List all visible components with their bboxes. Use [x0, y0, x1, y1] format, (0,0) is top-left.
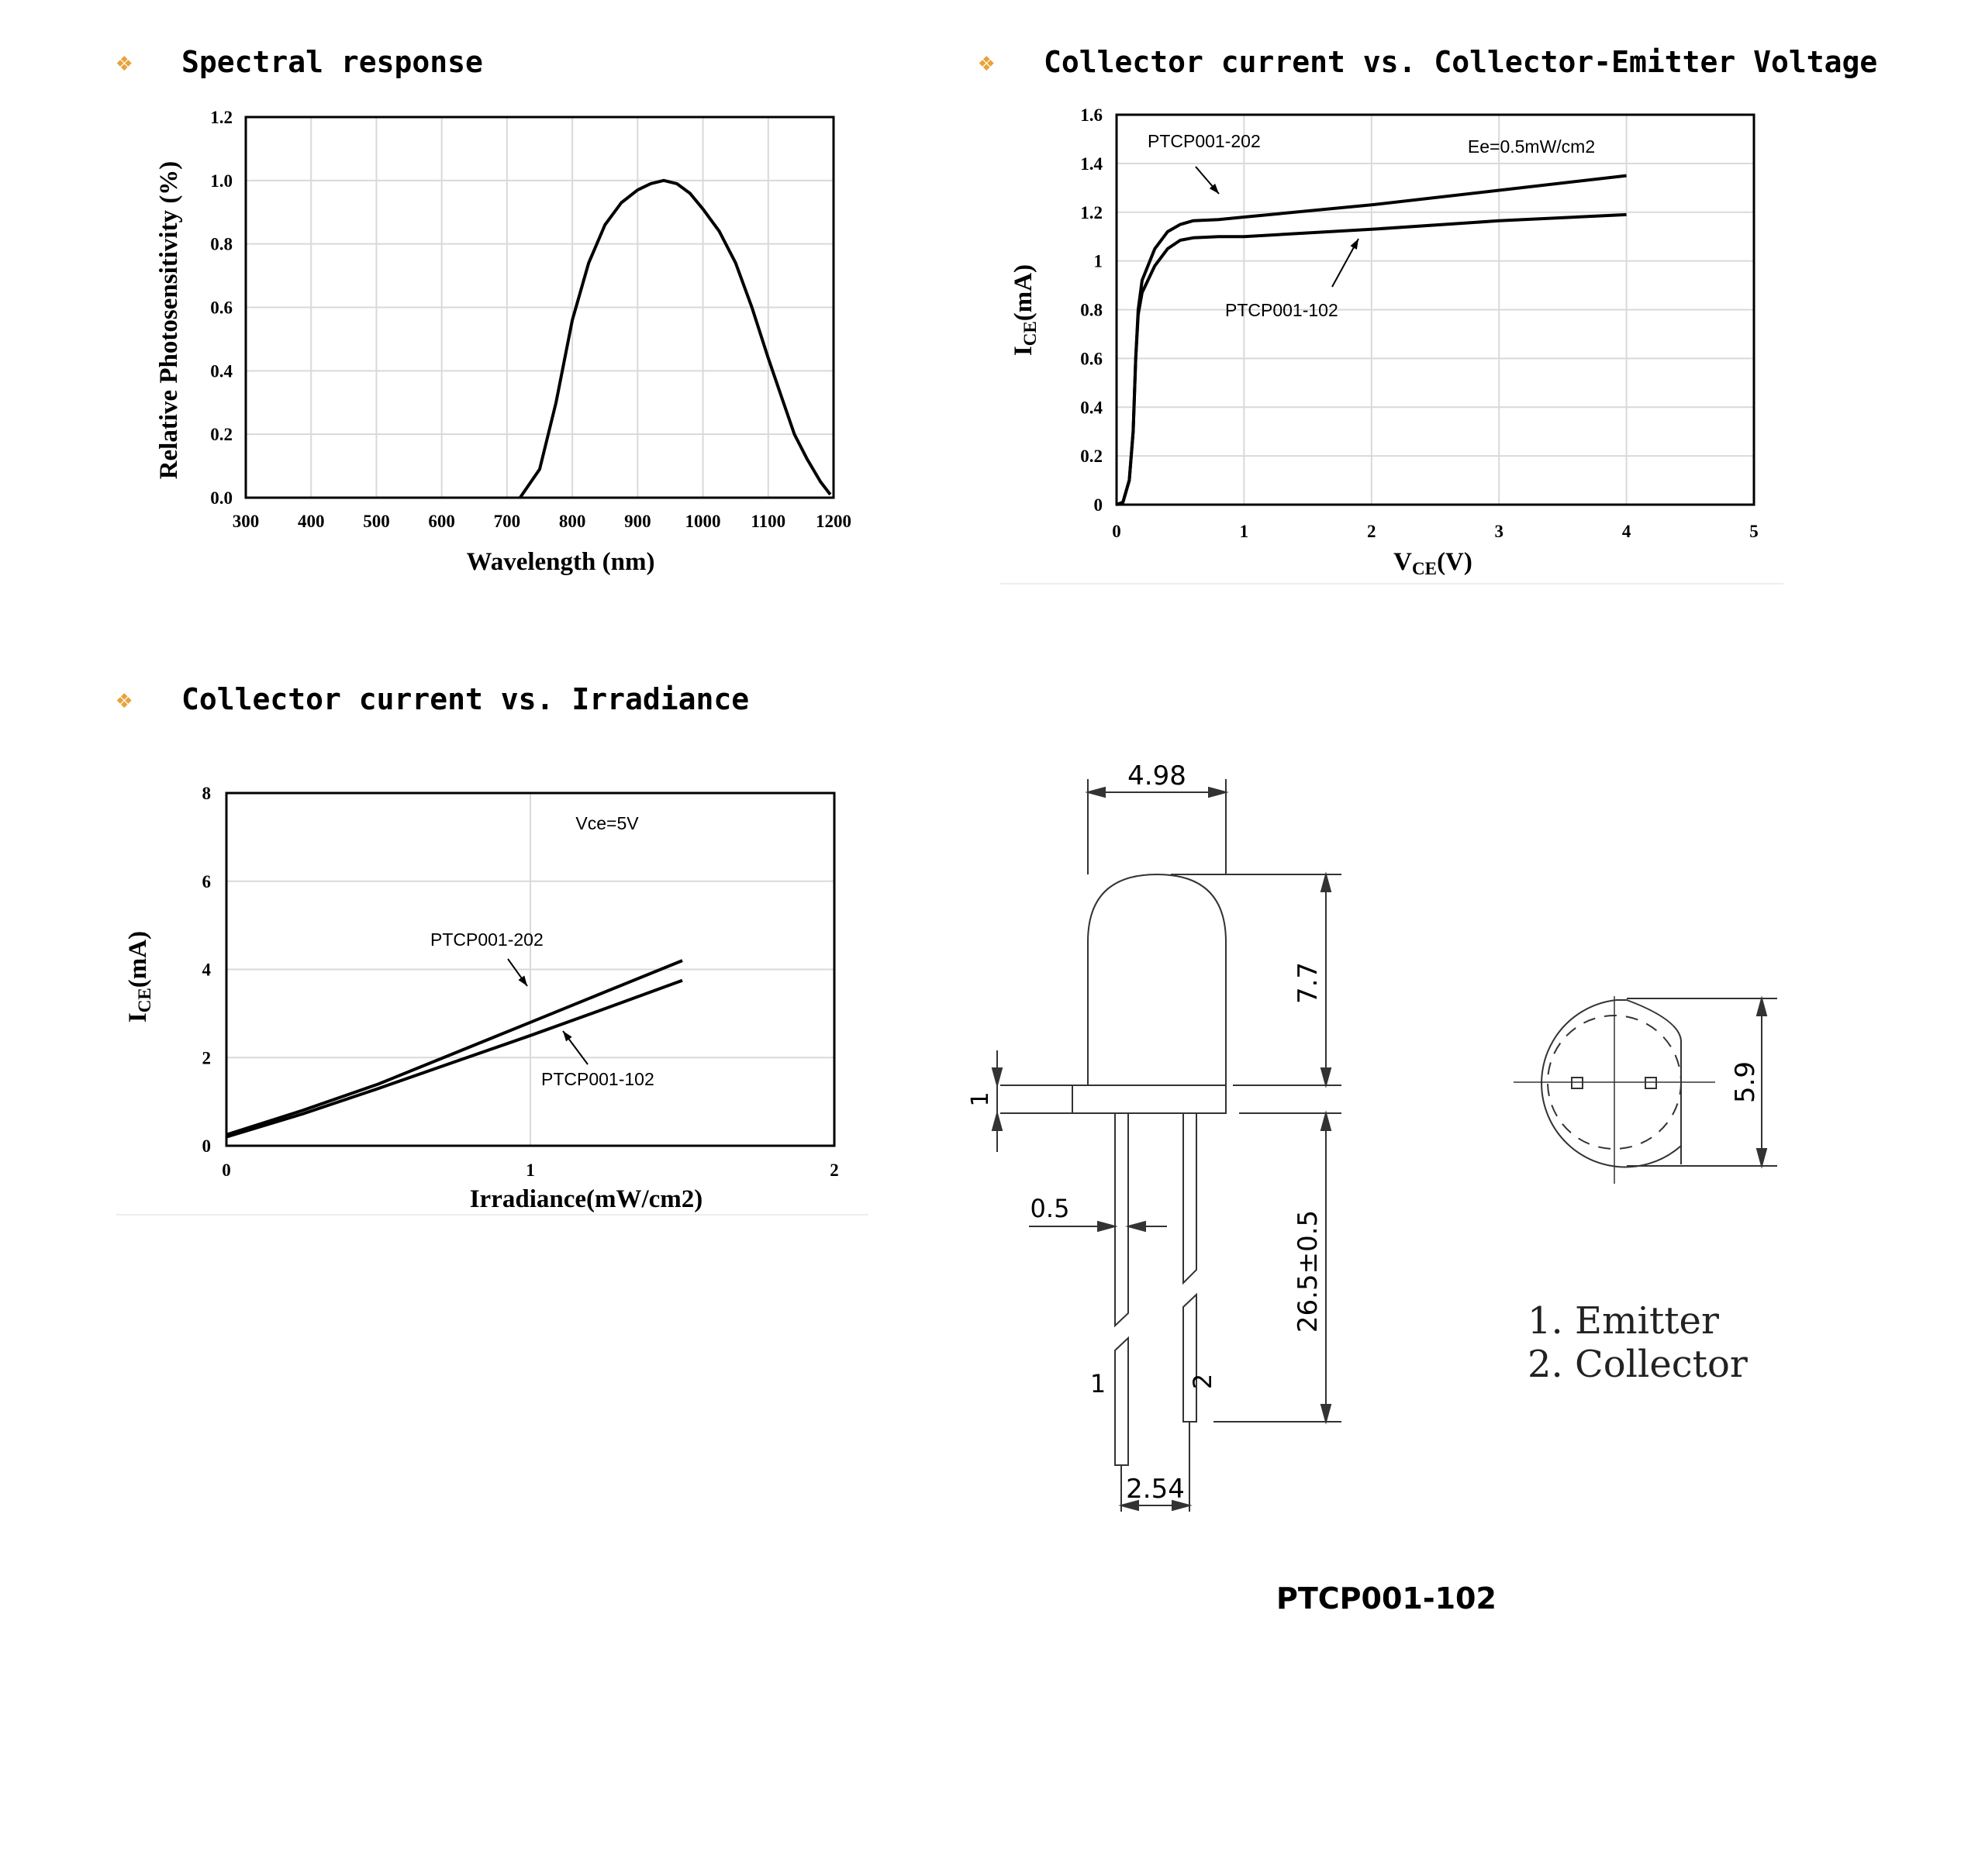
- y-axis-label: ICE(mA): [124, 930, 154, 1023]
- pin-2-label: 2: [1188, 1373, 1217, 1390]
- y-tick-label: 0.8: [210, 234, 233, 254]
- y-tick-label: 0.2: [1080, 447, 1103, 467]
- dimension-labels: [967, 760, 1761, 1505]
- x-axis-label: VCE(V): [1393, 548, 1472, 578]
- x-tick-label: 1200: [816, 512, 851, 531]
- x-axis-label: Wavelength (nm): [466, 548, 655, 576]
- dim-dome-label: 7.7: [1293, 961, 1324, 1005]
- series-line-1: [520, 181, 830, 498]
- lead-2-lower: [1183, 1295, 1196, 1422]
- y-tick-label: 0.0: [210, 488, 233, 508]
- pin-legend: [1528, 1299, 1748, 1386]
- pin-legend-collector: 2. Collector: [1528, 1343, 1748, 1386]
- y-tick-label: 0.8: [1080, 300, 1103, 320]
- y-tick-label: 8: [202, 784, 211, 803]
- x-tick-label: 600: [428, 512, 455, 531]
- y-tick-label: 1: [1093, 251, 1103, 271]
- lens-body-outline: [1088, 874, 1226, 1085]
- x-tick-label: 3: [1494, 522, 1503, 541]
- section-title: Collector current vs. Collector-Emitter Voltage: [1044, 45, 1878, 79]
- x-tick-label: 0: [222, 1160, 231, 1180]
- condition-annotation: Ee=0.5mW/cm2: [1467, 136, 1596, 157]
- y-tick-label: 1.2: [210, 108, 233, 127]
- y-tick-label: 6: [202, 871, 211, 891]
- x-tick-label: 0: [1112, 522, 1121, 541]
- arrowhead: [563, 1031, 572, 1041]
- y-tick-label: 0: [202, 1136, 211, 1156]
- y-tick-label: 4: [202, 960, 211, 980]
- diamond-bullet-icon: ❖: [979, 47, 995, 78]
- chart-ice-vs-vce: [1010, 105, 1759, 578]
- series-label: PTCP001-202: [430, 929, 544, 950]
- y-tick-label: 0.4: [1080, 398, 1103, 418]
- x-tick-label: 4: [1621, 522, 1631, 541]
- y-tick-label: 1.4: [1080, 153, 1103, 174]
- y-tick-label: 0: [1093, 495, 1103, 515]
- x-tick-label: 1: [1239, 522, 1249, 541]
- series-label: PTCP001-202: [1148, 131, 1261, 151]
- series-label: PTCP001-102: [1225, 300, 1338, 320]
- package-drawing: [992, 779, 1777, 1512]
- x-tick-label: 2: [830, 1160, 839, 1180]
- condition-annotation: Vce=5V: [575, 813, 639, 833]
- x-tick-label: 900: [624, 512, 651, 531]
- diamond-bullet-icon: ❖: [116, 684, 133, 715]
- lead-1-lower: [1115, 1338, 1128, 1465]
- x-tick-label: 1000: [685, 512, 721, 531]
- lead-1-upper: [1115, 1113, 1128, 1326]
- section-title: Collector current vs. Irradiance: [181, 682, 750, 716]
- x-tick-label: 1100: [751, 512, 786, 531]
- top-view-outline: [1541, 1000, 1681, 1167]
- y-tick-label: 2: [202, 1048, 211, 1068]
- chart-ice-vs-irradiance: [124, 784, 839, 1213]
- section-title: Spectral response: [181, 45, 483, 79]
- y-tick-label: 1.2: [1080, 202, 1103, 222]
- dim-flange-label: 1: [967, 1091, 994, 1107]
- y-tick-label: 1.6: [1080, 105, 1103, 125]
- x-tick-label: 300: [232, 512, 260, 531]
- lead-2-upper: [1183, 1113, 1196, 1283]
- x-tick-label: 800: [558, 512, 586, 531]
- part-number-caption: PTCP001-102: [1276, 1581, 1497, 1616]
- x-tick-label: 2: [1367, 522, 1376, 541]
- flange-outline: [1072, 1085, 1226, 1113]
- dim-width-label: 4.98: [1127, 760, 1186, 791]
- pin-1-label: 1: [1089, 1369, 1106, 1398]
- series-line-1: [226, 960, 682, 1135]
- series-label: PTCP001-102: [541, 1069, 654, 1089]
- y-axis-label: ICE(mA): [1010, 264, 1040, 357]
- x-tick-label: 1: [526, 1160, 535, 1180]
- diamond-bullet-icon: ❖: [116, 47, 133, 78]
- y-tick-label: 0.6: [1080, 349, 1103, 369]
- y-tick-label: 0.6: [210, 298, 233, 318]
- pin-legend-emitter: 1. Emitter: [1528, 1299, 1719, 1343]
- dim-length-label: 26.5±0.5: [1293, 1209, 1324, 1333]
- x-tick-label: 400: [297, 512, 325, 531]
- dim-lead-label: 0.5: [1030, 1194, 1070, 1223]
- chart-spectral-response: [155, 108, 851, 576]
- y-tick-label: 1.0: [210, 171, 233, 191]
- x-tick-label: 700: [493, 512, 521, 531]
- dim-pitch-label: 2.54: [1126, 1474, 1185, 1505]
- x-axis-label: Irradiance(mW/cm2): [469, 1185, 703, 1213]
- x-tick-label: 5: [1749, 522, 1759, 541]
- y-tick-label: 0.4: [210, 361, 233, 381]
- arrowhead: [1350, 239, 1358, 250]
- dim-diameter-label: 5.9: [1730, 1060, 1761, 1104]
- arrowhead: [518, 976, 527, 986]
- y-tick-label: 0.2: [210, 425, 233, 445]
- x-tick-label: 500: [363, 512, 390, 531]
- y-axis-label: Relative Photosensitivity (%): [155, 160, 183, 480]
